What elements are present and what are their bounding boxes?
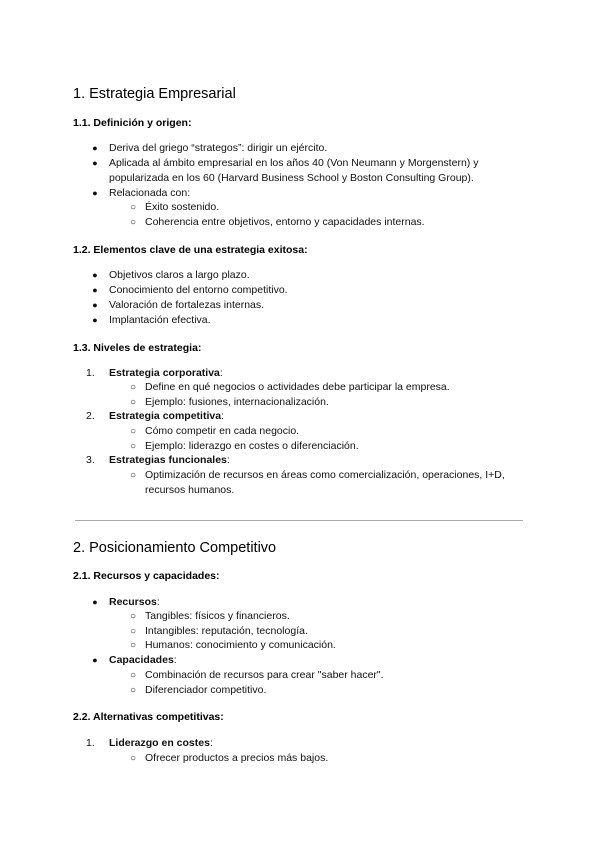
list-number: 1. bbox=[86, 737, 95, 749]
circle-bullet: ○ bbox=[129, 397, 137, 408]
numbered-item bbox=[109, 453, 230, 468]
list-number: 2. bbox=[86, 410, 95, 422]
circle-bullet: ○ bbox=[129, 670, 137, 681]
circle-bullet: ○ bbox=[129, 640, 137, 651]
sub-list-item: Humanos: conocimiento y comunicación. bbox=[145, 639, 336, 651]
numbered-item-label: Estrategia corporativa bbox=[109, 367, 220, 379]
circle-bullet: ○ bbox=[129, 202, 137, 213]
bullet: ● bbox=[92, 188, 98, 198]
colon: : bbox=[219, 367, 223, 379]
section-2-title: 2. Posicionamiento Competitivo bbox=[73, 540, 277, 556]
section-2-1-heading: 2.1. Recursos y capacidades: bbox=[73, 570, 220, 582]
bullet: ● bbox=[92, 285, 98, 295]
sub-list-item-continuation: recursos humanos. bbox=[145, 484, 235, 496]
circle-bullet: ○ bbox=[129, 611, 137, 622]
circle-bullet: ○ bbox=[129, 217, 137, 228]
list-item: Implantación efectiva. bbox=[109, 314, 211, 326]
sub-list-item: Intangibles: reputación, tecnología. bbox=[145, 625, 308, 637]
numbered-item bbox=[109, 736, 213, 751]
colon: : bbox=[226, 454, 230, 466]
section-2-2-heading: 2.2. Alternativas competitivas: bbox=[73, 711, 224, 723]
list-item: Deriva del griego “strategos”: dirigir un ejército. bbox=[109, 142, 328, 154]
bullet: ● bbox=[92, 270, 98, 280]
circle-bullet: ○ bbox=[129, 441, 137, 452]
list-item: Objetivos claros a largo plazo. bbox=[109, 269, 250, 281]
sub-list-item: Diferenciador competitivo. bbox=[145, 684, 267, 696]
colon: : bbox=[156, 596, 160, 608]
sub-list-item: Cómo competir en cada negocio. bbox=[145, 425, 300, 437]
section-1-3-heading: 1.3. Niveles de estrategia: bbox=[73, 342, 202, 354]
list-item-label: Recursos bbox=[109, 596, 157, 608]
numbered-item-label: Liderazgo en costes bbox=[109, 737, 210, 749]
list-item-continuation: popularizada en los 60 (Harvard Business School y Boston Consulting Group). bbox=[109, 172, 474, 184]
bullet: ● bbox=[92, 300, 98, 310]
bullet: ● bbox=[92, 158, 98, 168]
bullet: ● bbox=[92, 143, 98, 153]
list-item: Aplicada al ámbito empresarial en los años 40 (Von Neumann y Morgenstern) y bbox=[109, 157, 479, 169]
bullet: ● bbox=[92, 597, 98, 607]
circle-bullet: ○ bbox=[129, 470, 137, 481]
colon: : bbox=[221, 410, 224, 422]
sub-list-item: Optimización de recursos en áreas como comercialización, operaciones, I+D, bbox=[145, 469, 505, 481]
horizontal-divider bbox=[75, 520, 523, 521]
sub-list-item: Coherencia entre objetivos, entorno y capacidades internas. bbox=[145, 216, 425, 228]
colon: : bbox=[173, 654, 177, 666]
section-1-1-heading: 1.1. Definición y origen: bbox=[73, 117, 192, 129]
circle-bullet: ○ bbox=[129, 626, 137, 637]
numbered-item bbox=[109, 409, 224, 424]
section-1-2-heading: 1.2. Elementos clave de una estrategia exitosa: bbox=[73, 244, 308, 256]
list-number: 3. bbox=[86, 454, 95, 466]
section-1-title: 1. Estrategia Empresarial bbox=[73, 86, 236, 102]
list-item-label: Capacidades bbox=[109, 654, 174, 666]
bullet: ● bbox=[92, 655, 98, 665]
circle-bullet: ○ bbox=[129, 685, 137, 696]
sub-list-item: Ofrecer productos a precios más bajos. bbox=[145, 752, 329, 764]
sub-list-item: Éxito sostenido. bbox=[145, 201, 220, 213]
list-number: 1. bbox=[86, 367, 95, 379]
colon: : bbox=[209, 737, 213, 749]
sub-list-item: Tangibles: físicos y financieros. bbox=[145, 610, 290, 622]
circle-bullet: ○ bbox=[129, 753, 137, 764]
numbered-item bbox=[109, 366, 223, 381]
sub-list-item: Ejemplo: liderazgo en costes o diferenciación. bbox=[145, 440, 359, 452]
list-item bbox=[109, 595, 160, 610]
list-item: Conocimiento del entorno competitivo. bbox=[109, 284, 288, 296]
numbered-item-label: Estrategia competitiva bbox=[109, 410, 222, 422]
sub-list-item: Define en qué negocios o actividades debe participar la empresa. bbox=[145, 381, 450, 393]
circle-bullet: ○ bbox=[129, 382, 137, 393]
circle-bullet: ○ bbox=[129, 426, 137, 437]
list-item: Relacionada con: bbox=[109, 187, 191, 199]
numbered-item-label: Estrategias funcionales bbox=[109, 454, 227, 466]
list-item: Valoración de fortalezas internas. bbox=[109, 299, 265, 311]
bullet: ● bbox=[92, 315, 98, 325]
list-item bbox=[109, 653, 177, 668]
sub-list-item: Combinación de recursos para crear "saber hacer". bbox=[145, 669, 384, 681]
sub-list-item: Ejemplo: fusiones, internacionalización. bbox=[145, 396, 329, 408]
